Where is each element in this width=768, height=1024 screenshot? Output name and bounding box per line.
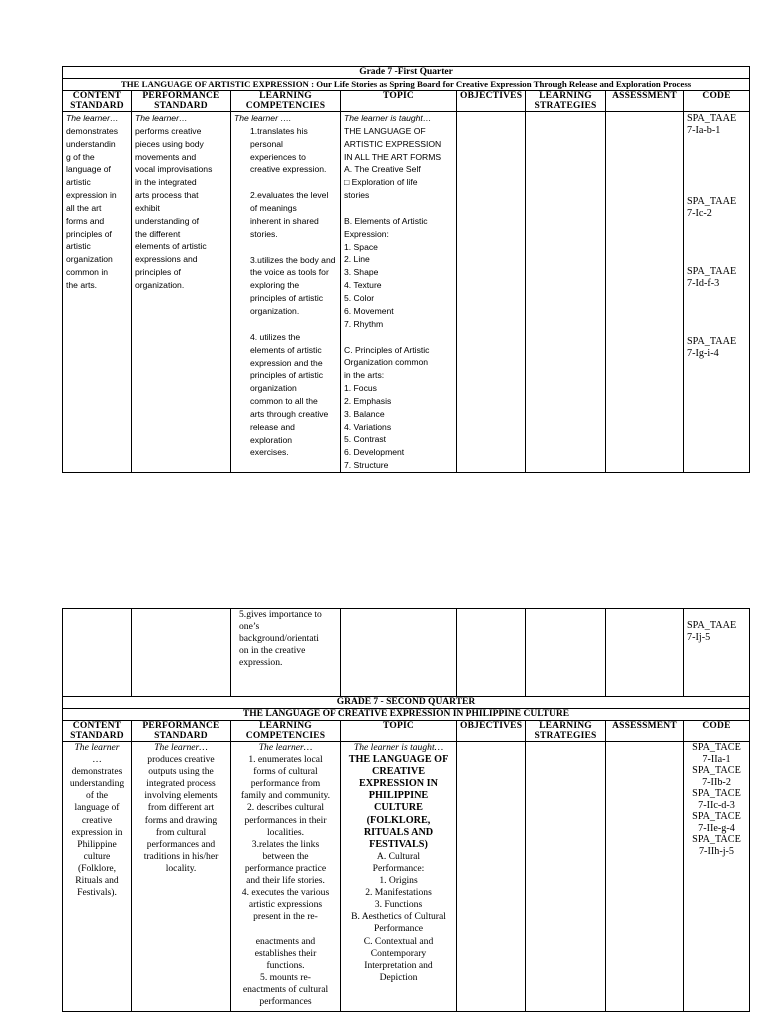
text-line: from different art	[147, 802, 215, 814]
text-line: 3. Balance	[344, 408, 385, 419]
content-standard-cell-2	[63, 742, 132, 1012]
header-row	[63, 91, 750, 112]
text-line: expression and the	[250, 357, 323, 368]
topic-section-c-title	[344, 344, 453, 383]
performance-standard-lead-2: The learner…	[154, 742, 208, 753]
quarter-title: Grade 7 -First Quarter	[63, 67, 750, 79]
quarter-subtitle: THE LANGUAGE OF ARTISTIC EXPRESSION : Our Life Stories as Spring Board for Creative Expression Through Release and Exploration Process	[63, 79, 750, 91]
text-line: organization.	[250, 305, 300, 316]
continued-objectives-cell	[457, 609, 526, 697]
code-cell-2	[684, 742, 750, 1012]
continued-strategies-cell	[526, 609, 606, 697]
text-line: localities.	[266, 826, 305, 838]
performance-standard-cell	[132, 112, 231, 473]
performance-standard-lead: The learner…	[135, 113, 188, 123]
text-line: performs creative	[135, 125, 202, 136]
header-learning-competencies: LEARNING COMPETENCIES	[231, 721, 341, 742]
text-line: creative	[81, 814, 113, 826]
text-line: elements of artistic	[135, 241, 207, 252]
performance-standard-lines-2	[135, 754, 227, 875]
text-line: Performance:	[372, 862, 425, 874]
text-line: SPA_TAAE	[687, 113, 737, 124]
text-line: enactments and	[255, 935, 316, 947]
text-line: expression in	[66, 190, 117, 201]
text-line: (Folklore,	[77, 862, 117, 874]
topic-section-c-items	[344, 382, 453, 472]
text-line: Performance	[373, 923, 423, 935]
topic-section-a	[344, 163, 453, 202]
text-line: 7-IIa-1	[702, 753, 731, 765]
text-line: SPA_TACE	[692, 765, 741, 776]
text-line: 5. mounts re-	[260, 971, 311, 983]
text-line: expressions and	[135, 254, 198, 265]
text-line: 3.utilizes the body and	[250, 254, 336, 265]
text-line: 4. executes the various	[241, 887, 330, 899]
text-line: SPA_TAAE	[687, 266, 737, 277]
text-line: understanding of	[135, 215, 200, 226]
text-line: stories.	[250, 228, 278, 239]
text-line: family and community.	[240, 790, 331, 802]
text-line: 3.relates the links	[251, 838, 320, 850]
header-learning-strategies: LEARNING STRATEGIES	[526, 91, 606, 112]
text-line: inherent in shared	[250, 215, 319, 226]
text-line: vocal improvisations	[135, 164, 213, 175]
text-line: the voice as tools for	[250, 267, 329, 278]
code-cell	[684, 112, 750, 473]
text-line: 7-IIe-g-4	[698, 822, 735, 834]
text-line: establishes their	[254, 947, 317, 959]
text-line: 2. Manifestations	[365, 887, 432, 899]
content-standard-cell	[63, 112, 132, 473]
header-objectives: OBJECTIVES	[457, 91, 526, 112]
header-topic: TOPIC	[341, 721, 457, 742]
competency-4	[234, 331, 337, 459]
topic-heading-2	[344, 754, 453, 851]
text-line: exploring the	[250, 280, 300, 291]
text-line: THE LANGUAGE OF	[344, 125, 426, 136]
text-line: B. Elements of Artistic	[344, 215, 428, 226]
content-standard-lines-2	[66, 754, 128, 899]
header-content-standard: CONTENT STANDARD	[63, 91, 132, 112]
text-line: organization	[66, 254, 113, 265]
code-5	[687, 620, 746, 643]
content-standard-lead-2: The learner	[74, 742, 120, 753]
text-line: 1.translates his	[250, 125, 308, 136]
text-line: and their life stories.	[246, 875, 325, 887]
text-line: THE LANGUAGE OF	[348, 754, 449, 766]
text-line: one’s	[239, 621, 260, 633]
text-line: on in the creative	[239, 645, 306, 657]
competencies-lead-2: The learner…	[258, 742, 313, 753]
text-line: background/orientati	[239, 633, 319, 645]
text-line: 1. Space	[344, 241, 378, 252]
header-code: CODE	[684, 721, 750, 742]
text-line: 5.gives importance to	[239, 609, 322, 620]
text-line: organization.	[135, 279, 185, 290]
continued-competency-cell	[231, 609, 341, 697]
text-line: Rituals and	[75, 875, 119, 887]
text-line: forms and drawing	[144, 814, 218, 826]
text-line: 7-IIb-2	[702, 776, 731, 788]
text-line: exploration	[250, 434, 293, 445]
content-standard-lead: The learner…	[66, 113, 119, 123]
assessment-cell	[606, 112, 684, 473]
header-performance-standard: PERFORMANCE STANDARD	[132, 91, 231, 112]
text-line	[234, 923, 337, 935]
competencies-lines-2	[234, 754, 337, 1008]
text-line: □ Exploration of life	[344, 177, 418, 188]
competency-5	[239, 609, 337, 669]
continued-topic-cell	[341, 609, 457, 697]
text-line: all the art	[66, 202, 102, 213]
text-line: stories	[344, 190, 370, 201]
text-line: arts through creative	[250, 408, 329, 419]
text-line: language of	[74, 802, 120, 814]
text-line: 1. enumerates local	[248, 754, 323, 766]
text-line: (FOLKLORE,	[366, 814, 431, 826]
text-line: SPA_TAAE	[687, 196, 737, 207]
objectives-cell-2	[457, 742, 526, 1012]
text-line: 6. Movement	[344, 305, 394, 316]
text-line: demonstrates	[71, 766, 123, 778]
quarter-2-subtitle: THE LANGUAGE OF CREATIVE EXPRESSION IN PHILIPPINE CULTURE	[63, 709, 750, 721]
text-line: principles of	[66, 228, 112, 239]
competency-2	[234, 189, 337, 240]
text-line: arts process that	[135, 190, 199, 201]
text-line: SPA_TAAE	[687, 620, 737, 631]
text-line: FESTIVALS)	[369, 838, 428, 850]
text-line: organization	[250, 383, 297, 394]
text-line: performances and	[146, 838, 216, 850]
text-line: between the	[262, 850, 309, 862]
text-line: 7-Ig-i-4	[687, 347, 719, 359]
text-line: SPA_TAAE	[687, 336, 737, 347]
content-row-2	[63, 742, 750, 1012]
text-line: g of the	[66, 151, 95, 162]
text-line: IN ALL THE ART FORMS	[344, 151, 442, 162]
text-line: 5. Color	[344, 292, 375, 303]
text-line: 7-Ij-5	[687, 631, 711, 643]
topic-cell	[341, 112, 457, 473]
text-line: A. Cultural	[376, 850, 421, 862]
text-line: artistic	[66, 241, 91, 252]
text-line: Festivals).	[77, 887, 117, 899]
second-quarter-table	[62, 608, 750, 1012]
text-line: enactments of cultural	[242, 983, 329, 995]
text-line: of the	[85, 790, 109, 802]
text-line: 7-IIc-d-3	[698, 799, 735, 811]
text-line: traditions in his/her	[143, 850, 219, 862]
text-line: movements and	[135, 151, 197, 162]
text-line: 4. Texture	[344, 280, 382, 291]
text-line: understanding	[69, 778, 125, 790]
codes-2	[687, 742, 746, 857]
text-line: CULTURE	[374, 802, 423, 814]
topic-cell-2	[341, 742, 457, 1012]
topic-section-b-items	[344, 241, 453, 331]
header-assessment: ASSESSMENT	[606, 721, 684, 742]
topic-section-b-title	[344, 215, 453, 241]
text-line: 2. Line	[344, 254, 370, 265]
text-line: 3. Functions	[374, 899, 423, 911]
text-line: SPA_TACE	[692, 811, 741, 822]
text-line: 6. Development	[344, 447, 405, 458]
text-line: …	[92, 754, 102, 766]
text-line: Philippine	[77, 838, 117, 850]
text-line: present in the re-	[253, 911, 318, 923]
text-line: language of	[66, 164, 111, 175]
competency-3	[234, 254, 337, 318]
text-line: SPA_TACE	[692, 788, 741, 799]
text-line: involving elements	[144, 790, 218, 802]
text-line: culture	[83, 850, 111, 862]
header-code: CODE	[684, 91, 750, 112]
text-line: performance practice	[244, 862, 327, 874]
text-line: Expression:	[344, 228, 389, 239]
text-line: principles of artistic	[250, 370, 324, 381]
assessment-cell-2	[606, 742, 684, 1012]
header-performance-standard: PERFORMANCE STANDARD	[132, 721, 231, 742]
performance-standard-cell-2	[132, 742, 231, 1012]
text-line: outputs using the	[148, 766, 214, 778]
performance-standard-lines	[135, 125, 227, 292]
strategies-cell	[526, 112, 606, 473]
text-line: from cultural	[155, 826, 207, 838]
first-quarter-table	[62, 66, 750, 473]
text-line: 2. Emphasis	[344, 395, 392, 406]
text-line: RITUALS AND	[363, 826, 434, 838]
text-line: artistic	[66, 177, 91, 188]
topic-lines-2	[344, 851, 453, 984]
text-line: 4. utilizes the	[250, 331, 301, 342]
code-4	[687, 336, 746, 359]
content-standard-lines	[66, 125, 128, 292]
text-line: experiences to	[250, 151, 306, 162]
text-line: expression in	[71, 826, 123, 838]
text-line: principles of artistic	[250, 293, 324, 304]
text-line: forms and	[66, 215, 105, 226]
text-line: 4. Variations	[344, 421, 392, 432]
text-line: of meanings	[250, 203, 297, 214]
code-1	[687, 113, 746, 136]
text-line: creative expression.	[250, 164, 327, 175]
text-line: release and	[250, 421, 295, 432]
competencies-cell-2	[231, 742, 341, 1012]
continued-performance-cell	[132, 609, 231, 697]
text-line: personal	[250, 138, 283, 149]
text-line: locality.	[165, 862, 197, 874]
code-3	[687, 266, 746, 289]
text-line: 1. Origins	[379, 875, 418, 887]
text-line: understandin	[66, 138, 116, 149]
text-line: A. The Creative Self	[344, 164, 421, 175]
continued-code-cell	[684, 609, 750, 697]
header-assessment: ASSESSMENT	[606, 91, 684, 112]
competencies-cell	[231, 112, 341, 473]
topic-lead: The learner is taught…	[344, 113, 432, 123]
topic-lead-2: The learner is taught…	[353, 742, 444, 753]
text-line: Organization common	[344, 357, 429, 368]
strategies-cell-2	[526, 742, 606, 1012]
text-line: Contemporary	[370, 947, 427, 959]
text-line: expression.	[239, 657, 283, 669]
continued-content-cell	[63, 609, 132, 697]
objectives-cell	[457, 112, 526, 473]
text-line: 7-Ia-b-1	[687, 124, 721, 136]
text-line: performance from	[250, 778, 321, 790]
text-line: principles of	[135, 267, 181, 278]
text-line: 7-IIh-j-5	[698, 845, 735, 857]
text-line: integrated process	[146, 778, 216, 790]
text-line: demonstrates	[66, 125, 119, 136]
text-line: 5. Contrast	[344, 434, 387, 445]
text-line: the arts.	[66, 279, 98, 290]
topic-heading	[344, 125, 453, 164]
text-line: performances in their	[244, 814, 327, 826]
text-line: ARTISTIC EXPRESSION	[344, 138, 442, 149]
text-line: exhibit	[135, 202, 160, 213]
text-line: pieces using body	[135, 138, 204, 149]
text-line: in the arts:	[344, 370, 385, 381]
text-line: SPA_TACE	[692, 834, 741, 845]
text-line: forms of cultural	[253, 766, 318, 778]
text-line: exercises.	[250, 447, 289, 458]
text-line: produces creative	[147, 754, 215, 766]
text-line: SPA_TACE	[692, 742, 741, 753]
content-row	[63, 112, 750, 473]
text-line: common in	[66, 267, 109, 278]
text-line: 7. Rhythm	[344, 318, 384, 329]
text-line: performances	[259, 995, 312, 1007]
text-line: 7-Ic-2	[687, 207, 712, 219]
text-line: C. Principles of Artistic	[344, 344, 430, 355]
text-line: 2. describes cultural	[247, 802, 324, 814]
competency-1	[234, 125, 337, 176]
header-objectives: OBJECTIVES	[457, 721, 526, 742]
continued-row	[63, 609, 750, 697]
text-line: Interpretation and	[364, 959, 433, 971]
text-line: B. Aesthetics of Cultural	[351, 911, 446, 923]
text-line: CREATIVE	[371, 766, 426, 778]
header-learning-strategies: LEARNING STRATEGIES	[526, 721, 606, 742]
text-line: C. Contextual and	[363, 935, 434, 947]
continued-assessment-cell	[606, 609, 684, 697]
competencies-lead: The learner ….	[234, 113, 292, 123]
header-row-2	[63, 721, 750, 742]
text-line: 2.evaluates the level	[250, 190, 329, 201]
text-line: PHILIPPINE	[368, 790, 429, 802]
text-line: common to all the	[250, 396, 318, 407]
quarter-2-title: GRADE 7 - SECOND QUARTER	[63, 697, 750, 709]
text-line: 7. Structure	[344, 460, 389, 471]
header-topic: TOPIC	[341, 91, 457, 112]
text-line: artistic expressions	[248, 899, 323, 911]
code-2	[687, 196, 746, 219]
header-content-standard: CONTENT STANDARD	[63, 721, 132, 742]
text-line: 7-Id-f-3	[687, 277, 720, 289]
text-line: 1. Focus	[344, 383, 377, 394]
text-line: Depiction	[379, 971, 418, 983]
text-line: EXPRESSION IN	[359, 778, 438, 790]
header-learning-competencies: LEARNING COMPETENCIES	[231, 91, 341, 112]
text-line: the different	[135, 228, 181, 239]
text-line: 3. Shape	[344, 267, 379, 278]
text-line: elements of artistic	[250, 344, 322, 355]
text-line: functions.	[266, 959, 305, 971]
text-line: in the integrated	[135, 177, 197, 188]
